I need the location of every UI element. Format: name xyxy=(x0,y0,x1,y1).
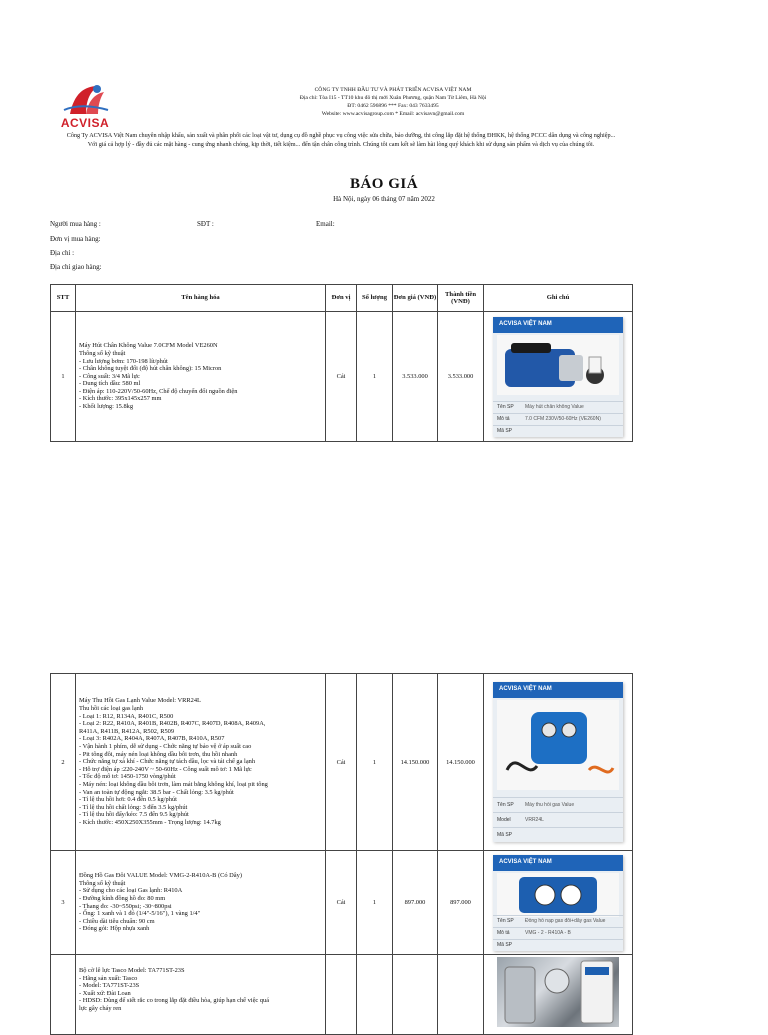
row-price xyxy=(393,955,438,1035)
phone-label: SĐT : xyxy=(197,220,214,228)
acvisa-logo-icon xyxy=(50,80,120,118)
torque-wrench-icon xyxy=(497,957,619,1027)
buyer-address-label: Địa chỉ : xyxy=(50,249,75,257)
desc-line: - Điện áp: 110-220V/50-60Hz, Chế độ chuyển đổi nguồn điện xyxy=(79,387,238,395)
delivery-address-label: Địa chỉ giao hàng: xyxy=(50,263,102,271)
desc-line: - Tỉ lệ thu hồi đẩy/kéo: 7.5 đến 9.5 kg/phút xyxy=(79,811,189,819)
row-note xyxy=(484,851,633,955)
vacuum-pump-icon xyxy=(497,335,619,395)
desc-line: - Pit tông đôi, máy nén loại không dầu bôi trơn, thu hồi nhanh xyxy=(79,750,238,758)
desc-line: - Dung tích dầu: 580 ml xyxy=(79,380,141,388)
header-qty: Số lượng xyxy=(357,285,393,312)
row-description xyxy=(76,674,326,851)
header-stt: STT xyxy=(51,285,76,312)
desc-line: Bộ cờ lê lực Tasco Model: TA771ST-23S xyxy=(79,967,185,974)
desc-line: - Hỗ trợ điện áp :220-240V ~ 50-60Hz - Công suất mô tơ: 1 Mã lực xyxy=(79,765,252,773)
quotation-table-page-1 xyxy=(50,284,633,442)
desc-line: - Tốc độ mô tơ: 1450-1750 vòng/phút xyxy=(79,773,176,781)
desc-line: - Tỉ lệ thu hồi chất lỏng: 3 đến 3.5 kg/phút xyxy=(79,803,188,811)
desc-line: - Chiều dài tiêu chuẩn: 90 cm xyxy=(79,917,155,925)
product-card xyxy=(493,317,623,437)
desc-line: - Chân không tuyệt đối (độ hút chân không): 15 Micron xyxy=(79,365,222,373)
document-date: Hà Nội, ngày 06 tháng 07 năm 2022 xyxy=(333,195,435,203)
company-name: CÔNG TY TNHH ĐẦU TƯ VÀ PHÁT TRIỂN ACVISA VIỆT NAM xyxy=(314,87,472,93)
company-address: Địa chỉ: Tòa I15 - TT10 khu đô thị mới Xuân Phương, quận Nam Từ Liêm, Hà Nội xyxy=(299,95,487,101)
card-row: Mã SP xyxy=(493,827,623,842)
card-row: Tên SP Máy thu hồi gas Value xyxy=(493,797,623,812)
row-qty: 1 xyxy=(357,312,393,442)
refrigerant-recovery-machine-icon xyxy=(497,700,619,790)
row-stt xyxy=(51,955,76,1035)
row-unit: Cái xyxy=(326,674,357,851)
table-row xyxy=(51,674,633,851)
desc-line: - Kích thước: 450X250X355mm - Trọng lượng: 14.7kg xyxy=(79,818,221,826)
desc-line: - Đóng gói: Hộp nhựa xanh xyxy=(79,925,150,933)
desc-line: - Lưu lượng bơm: 170-198 lít/phút xyxy=(79,357,168,365)
card-row: Model VRR24L xyxy=(493,812,623,827)
product-image xyxy=(497,700,619,790)
desc-line: - Van an toàn tự động ngắt: 38.5 bar - Chất lỏng: 3.5 kg/phút xyxy=(79,788,234,796)
row-note xyxy=(484,674,633,851)
desc-line: - Loại 3: R402A, R404A, R407A, R407B, R410A, R507 xyxy=(79,735,225,743)
desc-line: - Loại 2: R22, R410A, R401B, R402B, R407C, R407D, R408A, R409A, xyxy=(79,720,266,728)
desc-line: R411A, R411B, R412A, R502, R509 xyxy=(79,727,175,735)
intro-paragraph-2: Với giá cả hợp lý - đầy đủ các mặt hàng - cung ứng nhanh chóng, kịp thời, tiết kiệm... đến tận chân công trình. Chúng tôi cam kết sẽ làm hài lòng quý khách khi sử dụng sản phẩm và dịch vụ của chúng tôi. xyxy=(87,140,595,148)
email-label: Email: xyxy=(316,220,335,228)
row-qty: 1 xyxy=(357,674,393,851)
row-unit xyxy=(326,955,357,1035)
company-logo xyxy=(50,80,120,130)
header-note: Ghi chú xyxy=(484,285,633,312)
desc-line: - Kích thước: 395x145x257 mm xyxy=(79,395,162,403)
card-row: Mô tả 7.0 CFM 230V/50-60Hz (VE260N) xyxy=(493,413,623,425)
row-stt: 2 xyxy=(51,674,76,851)
card-row: Mô tả VMG - 2 - R410A - B xyxy=(493,927,623,939)
company-intro xyxy=(50,132,632,150)
card-row: Mã SP xyxy=(493,425,623,437)
company-phone: ĐT: 0462 596896 *** Fax: 043 7633495 xyxy=(347,103,439,109)
desc-line: - Ống: 1 xanh và 1 đỏ (1/4"-5/16"), 1 vàng 1/4" xyxy=(79,910,201,918)
desc-line: lực gây cháy ren xyxy=(79,1004,122,1012)
desc-line: - Model: TA771ST-23S xyxy=(79,982,140,990)
card-brand: ACVISA VIỆT NAM xyxy=(499,320,552,327)
row-description xyxy=(76,312,326,442)
row-price: 14.150.000 xyxy=(393,674,438,851)
row-note xyxy=(484,955,633,1035)
manifold-gauge-icon xyxy=(497,873,619,917)
product-image xyxy=(497,873,619,917)
desc-line: - HDSD: Dùng để siết rắc co trong lắp đặt điều hòa, giúp hạn chế việc quá xyxy=(79,997,270,1005)
desc-line: - Công suất: 3/4 Mã lực xyxy=(79,372,140,380)
desc-line: Thông số kỹ thuật xyxy=(79,879,126,887)
card-row: Tên SP Máy hút chân không Value xyxy=(493,401,623,413)
table-row xyxy=(51,955,633,1035)
buyer-label: Người mua hàng : xyxy=(50,220,101,228)
header-unit: Đơn vị xyxy=(326,285,357,312)
product-card xyxy=(493,682,623,842)
row-qty xyxy=(357,955,393,1035)
desc-line: Thông số kỹ thuật xyxy=(79,349,126,357)
row-qty: 1 xyxy=(357,851,393,955)
logo-text: ACVISA xyxy=(60,116,110,130)
row-total: 3.533.000 xyxy=(438,312,484,442)
card-row: Tên SP Đồng hồ nạp gas đôi+dây gas Value xyxy=(493,915,623,927)
intro-paragraph-1: Công Ty ACVISA Việt Nam chuyên nhập khẩu, sản xuất và phân phối các loại vật tư, dụng cụ đồ nghề phục vụ công việc sửa chữa, bảo dưỡng, thi công lắp đặt hệ thống ĐHKK, hệ thống PCCC dân dụng và công nghiệp... xyxy=(66,132,616,139)
row-description xyxy=(76,851,326,955)
table-row xyxy=(51,312,633,442)
header-total: Thành tiền (VNĐ) xyxy=(438,285,484,312)
row-total xyxy=(438,955,484,1035)
row-total: 14.150.000 xyxy=(438,674,484,851)
desc-line: - Loại 1: R12, R134A, R401C, R500 xyxy=(79,712,174,720)
desc-line: - Thang đo: -30~550psi; -30~800psi xyxy=(79,902,172,910)
desc-line: Thu hồi các loại gas lạnh xyxy=(79,705,144,713)
row-stt: 1 xyxy=(51,312,76,442)
header-price: Đơn giá (VNĐ) xyxy=(393,285,438,312)
company-info xyxy=(150,86,636,118)
product-card xyxy=(493,855,623,951)
desc-line: - Khối lượng: 15.8kg xyxy=(79,403,134,411)
desc-line: - Xuất xứ: Đài Loan xyxy=(79,989,131,997)
product-image xyxy=(497,335,619,395)
desc-line: Máy Hút Chân Không Value 7.0CFM Model VE260N xyxy=(79,342,218,350)
row-price: 3.533.000 xyxy=(393,312,438,442)
card-brand: ACVISA VIỆT NAM xyxy=(499,858,552,865)
row-note xyxy=(484,312,633,442)
row-total: 897.000 xyxy=(438,851,484,955)
desc-line: Đồng Hồ Gas Đôi VALUE Model: VMG-2-R410A-B (Có Dây) xyxy=(79,872,242,880)
row-description xyxy=(76,955,326,1035)
row-stt: 3 xyxy=(51,851,76,955)
desc-line: - Hãng sản xuất: Tasco xyxy=(79,974,138,982)
desc-line: - Vận hành 1 phím, dễ sử dụng - Chức năng tự bảo vệ ở áp suất cao xyxy=(79,743,252,751)
desc-line: - Sử dụng cho các loại Gas lạnh: R410A xyxy=(79,887,183,895)
buyer-unit-label: Đơn vị mua hàng: xyxy=(50,235,101,243)
desc-line: Máy Thu Hồi Gas Lạnh Value Model: VRR24L xyxy=(79,697,201,705)
row-unit: Cái xyxy=(326,312,357,442)
table-row xyxy=(51,851,633,955)
desc-line: - Tỉ lệ thu hồi hơi: 0.4 đến 0.5 kg/phút xyxy=(79,796,177,804)
torque-wrench-photo xyxy=(497,957,619,1027)
desc-line: - Đường kính đồng hồ đo: 80 mm xyxy=(79,894,166,902)
card-brand: ACVISA VIỆT NAM xyxy=(499,686,552,692)
desc-line: - Chức năng tự xả khí - Chức năng tự tách dầu, lọc và tái chế ga lạnh xyxy=(79,758,256,766)
header-name: Tên hàng hóa xyxy=(76,285,326,312)
card-row: Mã SP xyxy=(493,939,623,951)
row-price: 897.000 xyxy=(393,851,438,955)
table-header-row xyxy=(51,285,633,312)
company-website: Website: www.acvisagroup.com * Email: acvisavn@gmail.com xyxy=(321,111,465,117)
row-unit: Cái xyxy=(326,851,357,955)
quotation-table-page-2 xyxy=(50,673,633,1035)
desc-line: - Máy nén: loại không dầu bôi trơn, làm mát bằng không khí, loại pit tông xyxy=(79,780,268,788)
document-title: BÁO GIÁ xyxy=(349,176,419,192)
